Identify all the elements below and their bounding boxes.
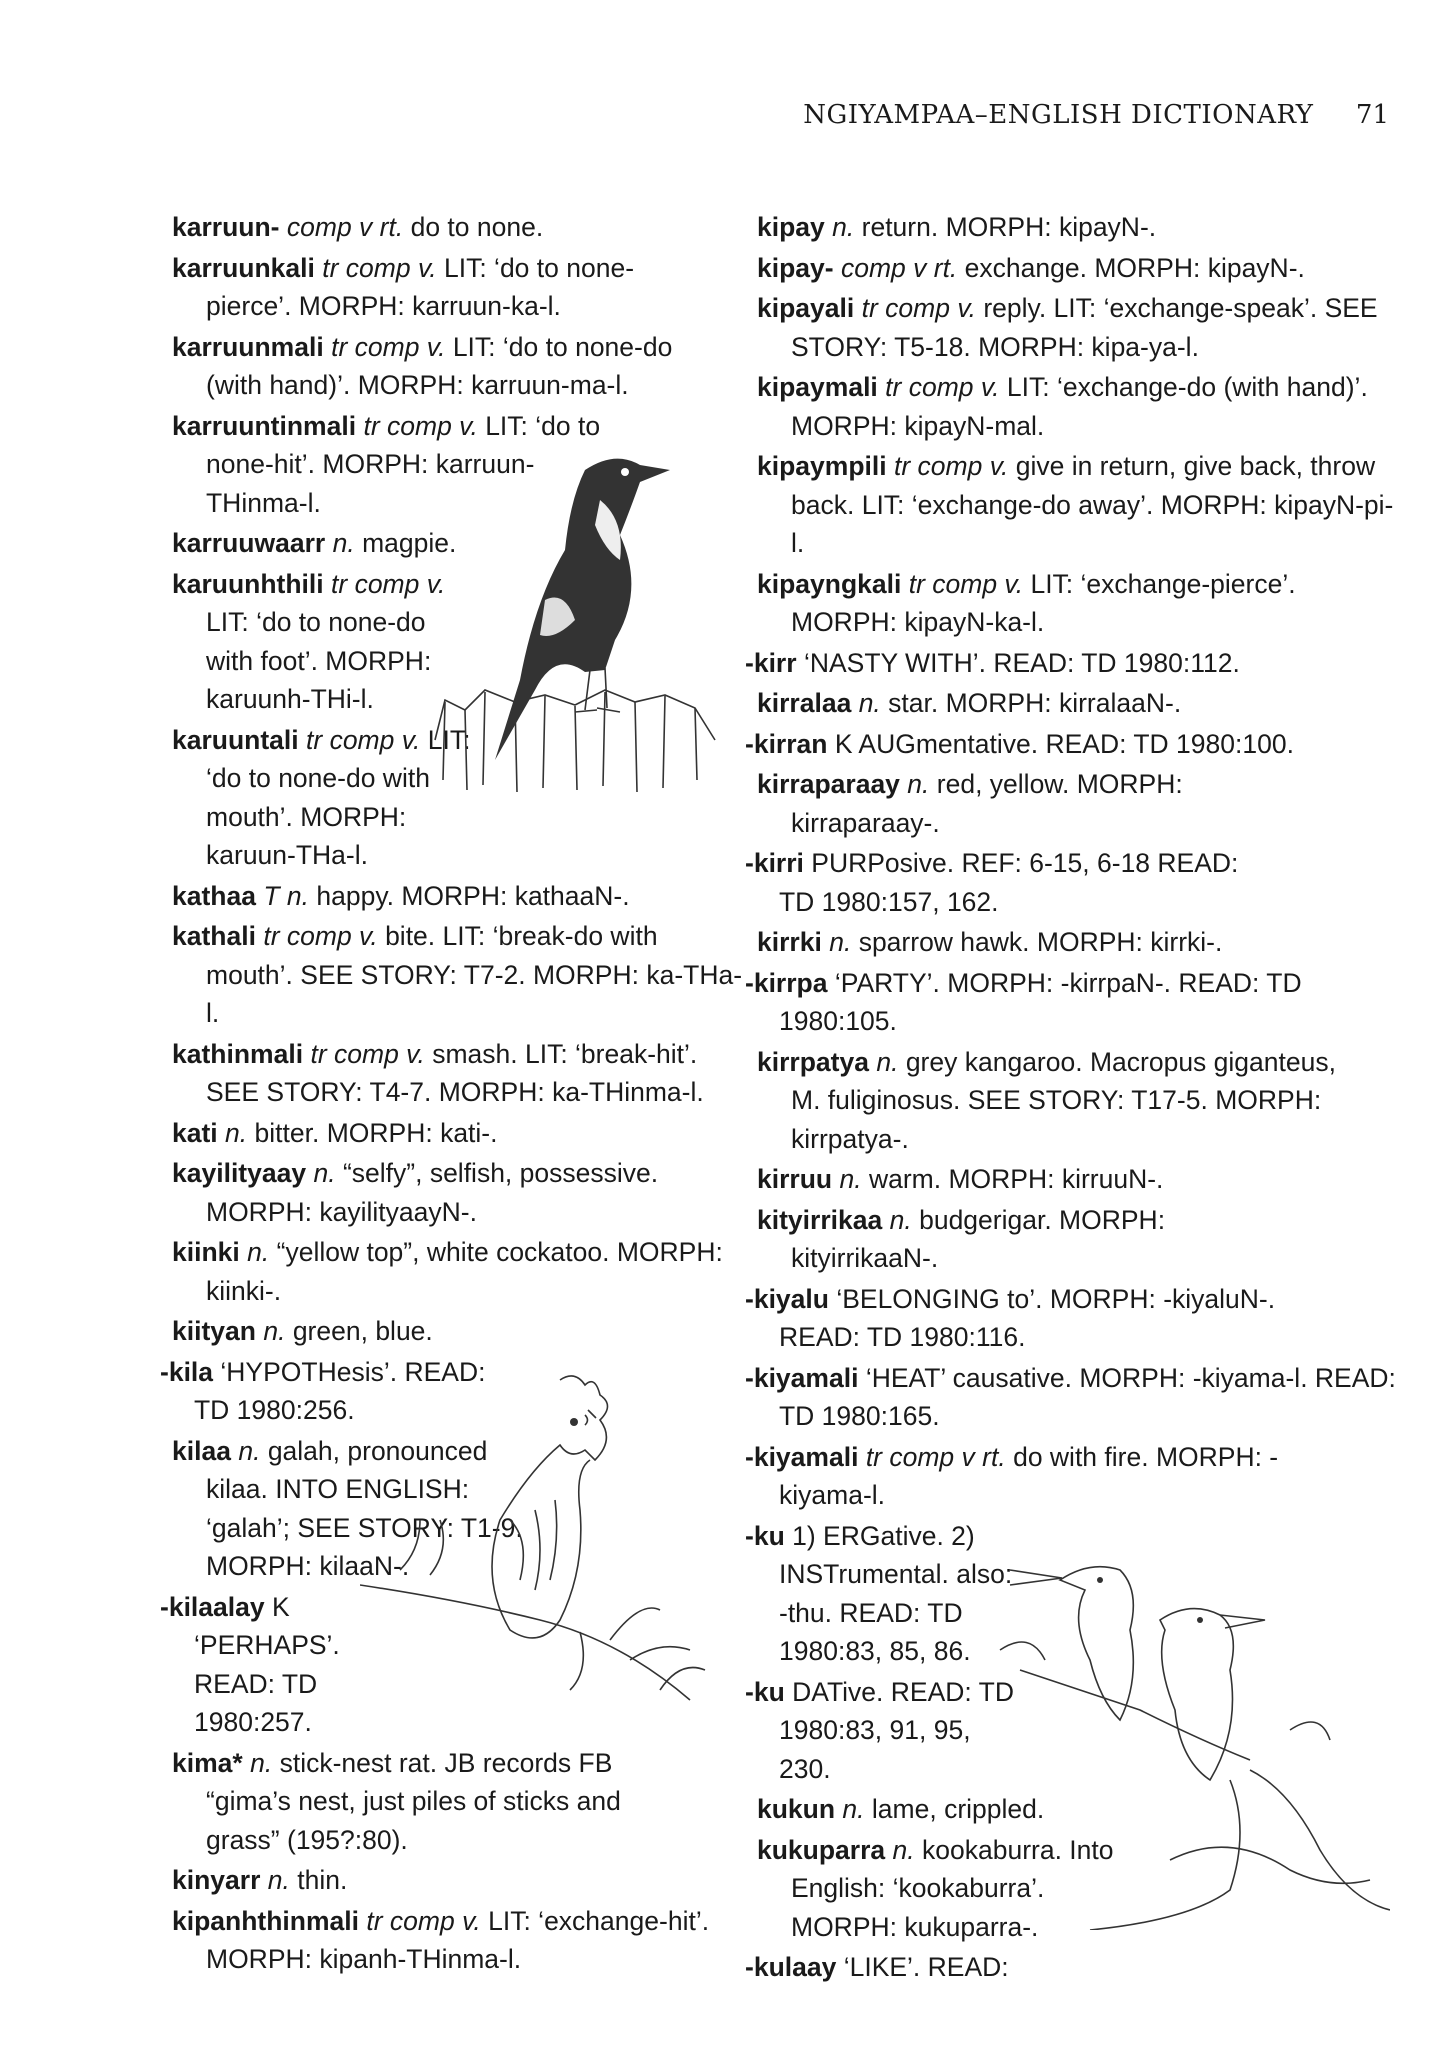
page-number: 71 <box>1355 100 1389 130</box>
dictionary-entry: kilaa n. galah, pronounced kilaa. INTO ENGLISH: ‘galah’; SEE STORY: T1-9. MORPH: kilaaN-. <box>172 1435 523 1581</box>
dictionary-entry: -kiyalu ‘BELONGING to’. MORPH: -kiyaluN-. READ: TD 1980:116. <box>745 1283 1276 1352</box>
dictionary-entry: -kiyamali tr comp v rt. do with fire. MORPH: -kiyama-l. <box>745 1441 1279 1510</box>
dictionary-entry: kirruu n. warm. MORPH: kirruuN-. <box>757 1164 1164 1194</box>
dictionary-entry: karruunkali tr comp v. LIT: ‘do to none-pierce’. MORPH: karruun-ka-l. <box>172 252 635 321</box>
branch <box>360 1520 705 1700</box>
dictionary-entry: kipayali tr comp v. reply. LIT: ‘exchange-speak’. SEE STORY: T5-18. MORPH: kipa-ya-l. <box>757 293 1378 362</box>
dictionary-entry: -kilaalay K ‘PERHAPS’. READ: TD 1980:257. <box>160 1591 340 1737</box>
galah-illustration <box>360 1370 720 1730</box>
dictionary-entry: kipay n. return. MORPH: kipayN-. <box>757 212 1157 242</box>
magpie <box>495 459 670 760</box>
dictionary-entry: kityirrikaa n. budgerigar. MORPH: kityirrikaaN-. <box>757 1204 1166 1273</box>
running-title: NGIYAMPAA–ENGLISH DICTIONARY <box>803 100 1314 130</box>
dictionary-entry: -kiyamali ‘HEAT’ causative. MORPH: -kiyama-l. READ: TD 1980:165. <box>745 1362 1396 1431</box>
dictionary-entry: karruunmali tr comp v. LIT: ‘do to none-do (with hand)’. MORPH: karruun-ma-l. <box>172 331 673 400</box>
dictionary-entry: kirrpatya n. grey kangaroo. Macropus giganteus, M. fuliginosus. SEE STORY: T17-5. MORPH: kirrpatya-. <box>757 1046 1336 1154</box>
dictionary-entry: kathinmali tr comp v. smash. LIT: ‘break-hit’. SEE STORY: T4-7. MORPH: ka-THinma-l. <box>172 1038 704 1107</box>
dictionary-entry: kukun n. lame, crippled. <box>757 1794 1045 1824</box>
tree-branch <box>1000 1642 1390 1930</box>
dictionary-entry: kiinki n. “yellow top”, white cockatoo. MORPH: kiinki-. <box>172 1237 723 1306</box>
dictionary-entry: kayilityaay n. “selfy”, selfish, possessive. MORPH: kayilityaayN-. <box>172 1158 659 1227</box>
dictionary-entry: kinyarr n. thin. <box>172 1865 348 1895</box>
dictionary-entry: kukuparra n. kookaburra. Into English: ‘kookaburra’. MORPH: kukuparra-. <box>757 1834 1114 1942</box>
dictionary-entry: kirralaa n. star. MORPH: kirralaaN-. <box>757 688 1182 718</box>
dictionary-entry: kathali tr comp v. bite. LIT: ‘break-do with mouth’. SEE STORY: T7-2. MORPH: ka-THa-l. <box>172 921 743 1028</box>
dictionary-entry: kirraparaay n. red, yellow. MORPH: kirraparaay-. <box>757 769 1183 838</box>
dictionary-entry: kati n. bitter. MORPH: kati-. <box>172 1117 498 1148</box>
dictionary-entry: kipay- comp v rt. exchange. MORPH: kipayN-. <box>757 252 1305 283</box>
dictionary-entry: -kirr ‘NASTY WITH’. READ: TD 1980:112. <box>745 647 1240 678</box>
dictionary-entry: -ku DATive. READ: TD 1980:83, 91, 95, 230. <box>745 1676 1014 1784</box>
dictionary-entry: kipaympili tr comp v. give in return, give back, throw back. LIT: ‘exchange-do away’. MORPH: kipayN-pi-l. <box>757 451 1394 558</box>
dictionary-entry: karuuntali tr comp v. LIT: ‘do to none-do with mouth’. MORPH: karuun-THa-l. <box>172 724 471 870</box>
dictionary-entry: karruuntinmali tr comp v. LIT: ‘do to none-hit’. MORPH: karruun-THinma-l. <box>172 410 601 518</box>
kookaburra-illustration <box>990 1530 1390 1930</box>
dictionary-entry: -kirrpa ‘PARTY’. MORPH: -kirrpaN-. READ: TD 1980:105. <box>745 967 1302 1036</box>
dictionary-entry: kiityan n. green, blue. <box>172 1316 433 1346</box>
dictionary-entry: kima* n. stick-nest rat. JB records FB “gima’s nest, just piles of sticks and grass” (195?:80). <box>172 1747 621 1855</box>
dictionary-entry: -kirran K AUGmentative. READ: TD 1980:100. <box>745 728 1294 759</box>
dictionary-entry: kirrki n. sparrow hawk. MORPH: kirrki-. <box>757 927 1223 957</box>
dictionary-entry: kathaa T n. happy. MORPH: kathaaN-. <box>172 880 630 911</box>
kookaburras <box>1010 1567 1265 1780</box>
fence-post <box>435 690 715 792</box>
dictionary-entry: kipayngkali tr comp v. LIT: ‘exchange-pierce’. MORPH: kipayN-ka-l. <box>757 568 1296 637</box>
magpie-illustration <box>425 440 725 800</box>
dictionary-entry: -kirri PURPosive. REF: 6-15, 6-18 READ: TD 1980:157, 162. <box>745 848 1239 917</box>
dictionary-entry: kipanhthinmali tr comp v. LIT: ‘exchange-hit’. MORPH: kipanh-THinma-l. <box>172 1905 710 1974</box>
galah <box>492 1376 608 1638</box>
dictionary-entry: -kulaay ‘LIKE’. READ: <box>745 1952 1009 1982</box>
dictionary-entry: -ku 1) ERGative. 2) INSTrumental. also: -thu. READ: TD 1980:83, 85, 86. <box>745 1520 1013 1666</box>
dictionary-entry: karuunhthili tr comp v. LIT: ‘do to none-do with foot’. MORPH: karuunh-THi-l. <box>172 568 446 714</box>
dictionary-entry: karruuwaarr n. magpie. <box>172 528 457 558</box>
dictionary-entry: kipaymali tr comp v. LIT: ‘exchange-do (with hand)’. MORPH: kipayN-mal. <box>757 372 1368 441</box>
dictionary-entry: -kila ‘HYPOTHesis’. READ: TD 1980:256. <box>160 1356 486 1425</box>
dictionary-entry: karruun- comp v rt. do to none. <box>172 212 544 242</box>
page-header <box>0 100 1389 130</box>
